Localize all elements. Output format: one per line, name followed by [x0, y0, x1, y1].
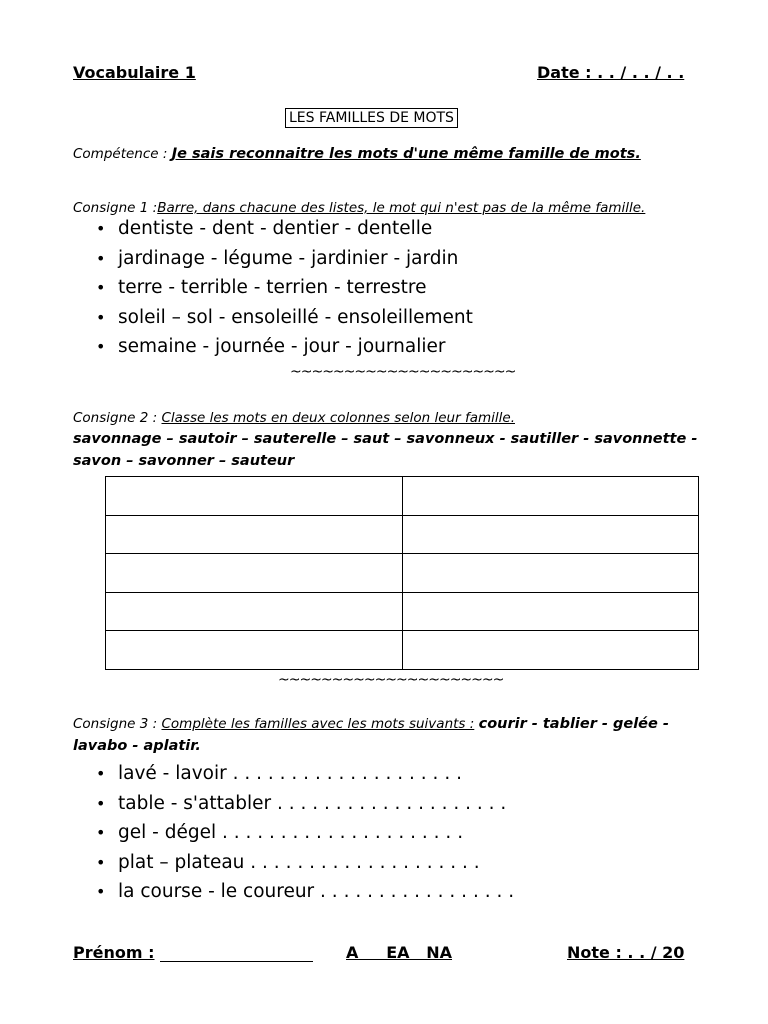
table-row	[106, 477, 699, 516]
separator: ~~~~~~~~~~~~~~~~~~~~~	[278, 672, 504, 688]
table-row	[106, 592, 699, 631]
table-row	[106, 515, 699, 554]
table-cell[interactable]	[106, 477, 403, 516]
list-item: • semaine - journée - jour - journalier	[96, 332, 473, 362]
table-cell[interactable]	[402, 631, 699, 670]
consigne2-words-line2: savon – savonner – sauteur	[73, 453, 295, 469]
competence-line	[73, 146, 641, 162]
table-cell[interactable]	[106, 515, 403, 554]
consigne2-text: Classe les mots en deux colonnes selon leur famille.	[161, 410, 515, 426]
list-item: • lavé - lavoir . . . . . . . . . . . . . . . . . . . .	[96, 759, 514, 789]
evaluation-scale: A EA NA	[346, 943, 453, 962]
table-cell[interactable]	[106, 631, 403, 670]
table-cell[interactable]	[402, 477, 699, 516]
consigne3-list	[96, 759, 514, 907]
prenom-label: Prénom :	[73, 943, 155, 962]
table-cell[interactable]	[106, 554, 403, 593]
list-item: • la course - le coureur . . . . . . . . . . . . . . . . .	[96, 877, 514, 907]
date-field: Date : . . / . . / . .	[537, 63, 685, 82]
list-item: • soleil – sol - ensoleillé - ensoleillement	[96, 303, 473, 333]
note-field: Note : . . / 20	[567, 943, 685, 962]
consigne2-line	[73, 410, 515, 426]
list-item: • gel - dégel . . . . . . . . . . . . . . . . . . . . .	[96, 818, 514, 848]
separator: ~~~~~~~~~~~~~~~~~~~~~	[290, 364, 516, 380]
list-item: • terre - terrible - terrien - terrestre	[96, 273, 473, 303]
table-cell[interactable]	[106, 592, 403, 631]
main-title: LES FAMILLES DE MOTS	[285, 108, 458, 128]
worksheet-title: Vocabulaire 1	[73, 63, 196, 82]
competence-label: Compétence :	[73, 146, 168, 162]
table-row	[106, 554, 699, 593]
consigne1-list	[96, 214, 473, 362]
consigne2-words-line1: savonnage – sautoir – sauterelle – saut – savonneux - sautiller - savonnette -	[73, 431, 698, 447]
word-family-table	[105, 476, 699, 670]
table-row	[106, 631, 699, 670]
table-cell[interactable]	[402, 515, 699, 554]
list-item: • jardinage - légume - jardinier - jardin	[96, 244, 473, 274]
consigne1-label: Consigne 1 :	[73, 200, 158, 216]
list-item: • table - s'attabler . . . . . . . . . . . . . . . . . . . .	[96, 789, 514, 819]
consigne3-label: Consigne 3 :	[73, 716, 158, 732]
competence-text: Je sais reconnaitre les mots d'une même famille de mots.	[171, 146, 641, 162]
consigne2-label: Consigne 2 :	[73, 410, 158, 426]
list-item: • dentiste - dent - dentier - dentelle	[96, 214, 473, 244]
consigne3-words-line2: lavabo - aplatir.	[73, 738, 201, 754]
table-cell[interactable]	[402, 592, 699, 631]
consigne3-line	[73, 716, 669, 732]
consigne1-text: Barre, dans chacune des listes, le mot qui n'est pas de la même famille.	[157, 200, 646, 216]
table-cell[interactable]	[402, 554, 699, 593]
prenom-blank-line[interactable]	[160, 961, 313, 962]
consigne3-words-line1: courir - tablier - gelée -	[478, 716, 669, 732]
consigne3-text: Complète les familles avec les mots suivants :	[161, 716, 475, 732]
list-item: • plat – plateau . . . . . . . . . . . . . . . . . . . .	[96, 848, 514, 878]
